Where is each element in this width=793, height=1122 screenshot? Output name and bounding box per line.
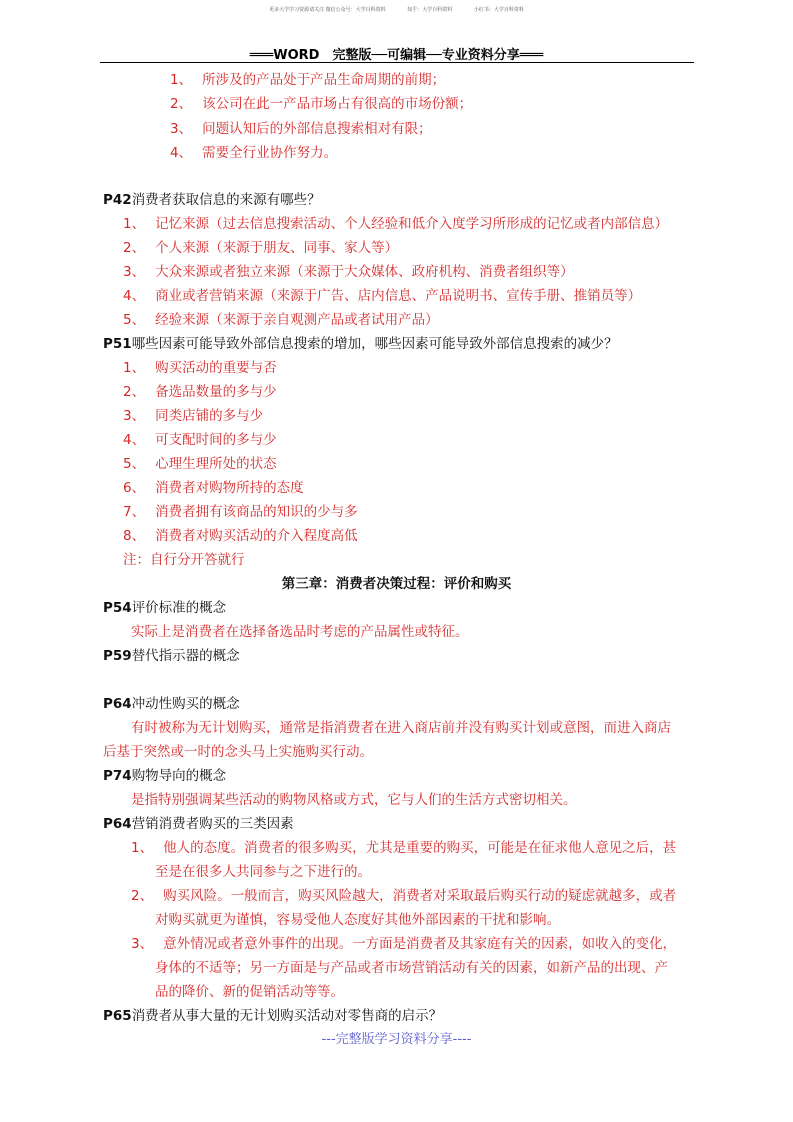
list-item: 7、 消费者拥有该商品的知识的少与多 [123, 504, 358, 520]
list-item: 3、 意外情况或者意外事件的出现。一方面是消费者及其家庭有关的因素，如收入的变化， [131, 936, 677, 952]
list-item-continuation: 品的降价、新的促销活动等等。 [155, 984, 344, 1000]
list-item: 1、 记忆来源（过去信息搜索活动、个人经验和低介入度学习所形成的记忆或者内部信息） [123, 216, 669, 232]
list-item: 1、 他人的态度。消费者的很多购买，尤其是重要的购买，可能是在征求他人意见之后，甚 [131, 840, 677, 856]
question-p65: P65消费者从事大量的无计划购买活动对零售商的启示？ [103, 1008, 443, 1024]
list-item-continuation: 身体的不适等；另一方面是与产品或者市场营销活动有关的因素，如新产品的出现、产 [155, 960, 668, 976]
question-p59: P59替代指示器的概念 [103, 648, 240, 664]
answer-p64-line1: 有时被称为无计划购买，通常是指消费者在进入商店前并没有购买计划或意图，而进入商店 [131, 720, 671, 736]
list-item: 2、 备选品数量的多与少 [123, 384, 277, 400]
answer-p64-line2: 后基于突然或一时的念头马上实施购买行动。 [103, 744, 373, 760]
top-banner [0, 6, 793, 13]
banner-wechat: 更多大学学习资源请关注 微信公众号：大学百科资料 [269, 7, 386, 13]
list-item: 4、 需要全行业协作努力。 [170, 145, 338, 161]
question-p74: P74购物导向的概念 [103, 768, 227, 784]
list-item: 1、 购买活动的重要与否 [123, 360, 277, 376]
page-footer: ---完整版学习资料分享---- [321, 1032, 472, 1047]
list-item-continuation: 至是在很多人共同参与之下进行的。 [155, 864, 371, 880]
list-item-continuation: 对购买就更为谨慎，容易受他人态度好其他外部因素的干扰和影响。 [155, 912, 560, 928]
header-rule [100, 62, 694, 63]
banner-zhihu: 知乎：大学百科资料 [407, 7, 453, 13]
list-item: 8、 消费者对购买活动的介入程度高低 [123, 528, 358, 544]
list-item: 4、 商业或者营销来源（来源于广告、店内信息、产品说明书、宣传手册、推销员等） [123, 288, 642, 304]
list-item: 2、 该公司在此一产品市场占有很高的市场份额； [170, 96, 473, 112]
list-item: 4、 可支配时间的多与少 [123, 432, 277, 448]
answer-p54: 实际上是消费者在选择备选品时考虑的产品属性或特征。 [131, 624, 469, 640]
list-item: 3、 同类店铺的多与少 [123, 408, 264, 424]
question-p64-impulse: P64冲动性购买的概念 [103, 696, 240, 712]
list-item: 6、 消费者对购物所持的态度 [123, 480, 304, 496]
note: 注：自行分开答就行 [123, 552, 245, 568]
answer-p74: 是指特别强调某些活动的购物风格或方式，它与人们的生活方式密切相关。 [131, 792, 577, 808]
question-p51: P51哪些因素可能导致外部信息搜索的增加，哪些因素可能导致外部信息搜索的减少？ [103, 336, 618, 352]
list-item: 5、 经验来源（来源于亲自观测产品或者试用产品） [123, 312, 439, 328]
list-item: 3、 问题认知后的外部信息搜索相对有限； [170, 121, 432, 137]
list-item: 1、 所涉及的产品处于产品生命周期的前期； [170, 72, 446, 88]
question-p42: P42消费者获取信息的来源有哪些？ [103, 192, 321, 208]
question-p54: P54评价标准的概念 [103, 600, 227, 616]
question-p64-factors: P64营销消费者购买的三类因素 [103, 816, 294, 832]
list-item: 2、 购买风险。一般而言，购买风险越大，消费者对采取最后购买行动的疑虑就越多，或者 [131, 888, 677, 904]
list-item: 5、 心理生理所处的状态 [123, 456, 277, 472]
chapter-title: 第三章：消费者决策过程：评价和购买 [281, 576, 512, 592]
list-item: 2、 个人来源（来源于朋友、同事、家人等） [123, 240, 399, 256]
list-item: 3、 大众来源或者独立来源（来源于大众媒体、政府机构、消费者组织等） [123, 264, 574, 280]
banner-xiaohongshu: 小红书：大学百科资料 [473, 7, 524, 13]
page-header: ═══WORD 完整版──可编辑──专业资料分享═══ [249, 48, 544, 63]
